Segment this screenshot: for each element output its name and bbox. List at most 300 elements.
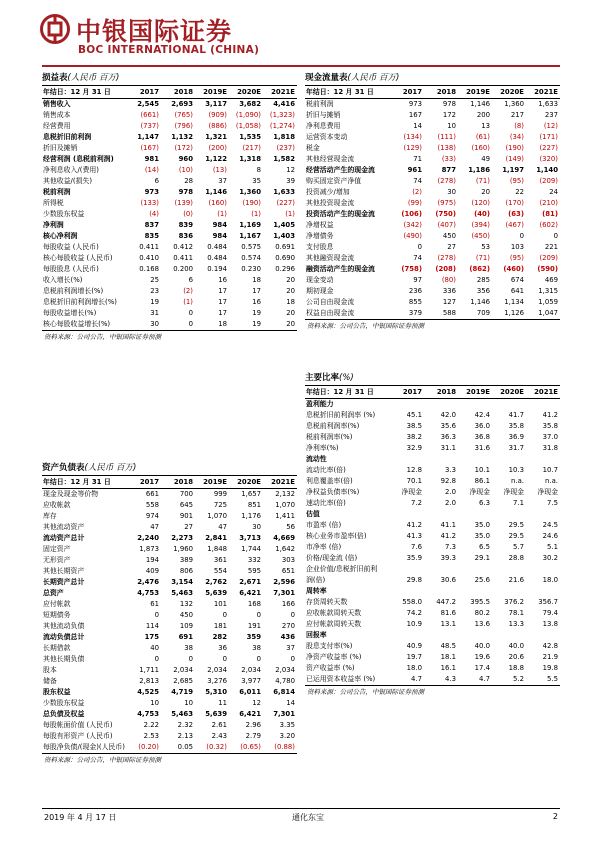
row-value: 1,134 — [504, 298, 524, 306]
table-row — [42, 176, 297, 187]
table-row — [42, 297, 297, 308]
row-value: 1,169 — [239, 221, 261, 229]
row-label: 税金 — [306, 144, 320, 152]
row-label: 短期债务 — [43, 611, 71, 619]
row-value: 1,633 — [538, 100, 558, 108]
row-label: 应收帐款 — [43, 501, 71, 509]
table-row — [42, 165, 297, 176]
row-value: (129) — [403, 144, 422, 152]
row-value — [458, 509, 492, 520]
row-value: (1,274) — [269, 122, 295, 130]
row-value: (34) — [509, 133, 524, 141]
row-label: 应付帐款周转天数 — [306, 620, 362, 628]
row-value: 2,132 — [275, 490, 295, 498]
row-value: 2,813 — [139, 677, 159, 685]
ratios-title — [305, 371, 560, 385]
row-value: 1,848 — [207, 545, 227, 553]
row-value: 70.1 — [406, 477, 422, 485]
row-value: 1,711 — [139, 666, 159, 674]
row-value: 725 — [213, 501, 227, 509]
row-value: 28.8 — [508, 554, 524, 562]
row-value: 1,146 — [470, 298, 490, 306]
row-value — [424, 630, 458, 641]
column-header-label: 年结日：12 月 31 日 — [42, 86, 127, 99]
row-value: 47 — [150, 523, 159, 531]
column-header-year: 2018 — [424, 86, 458, 99]
row-value — [526, 509, 560, 520]
row-value: (4) — [149, 210, 159, 218]
row-value: (765) — [174, 111, 193, 119]
row-value: 984 — [212, 232, 227, 240]
row-value: (1,058) — [235, 122, 261, 130]
row-value: 19 — [252, 309, 261, 317]
row-value: 0.575 — [241, 243, 261, 251]
row-value: 0 — [256, 655, 261, 663]
row-value: (1) — [217, 210, 227, 218]
row-value: 1,873 — [139, 545, 159, 553]
row-value — [390, 509, 424, 520]
table-header-row — [305, 86, 560, 99]
row-value: 35.9 — [406, 554, 422, 562]
row-label: 少数股东权益 — [43, 210, 85, 218]
row-value — [492, 399, 526, 411]
cashflow-title-text: 现金流量表 — [305, 73, 348, 83]
row-value: (71) — [475, 254, 490, 262]
row-value: 961 — [407, 166, 422, 174]
row-value: 1,657 — [241, 490, 261, 498]
row-value: 558 — [145, 501, 159, 509]
row-value — [492, 454, 526, 465]
row-value: 18.8 — [508, 664, 524, 672]
row-value: 21.9 — [542, 653, 558, 661]
row-value: 40.0 — [508, 642, 524, 650]
row-value: 35.8 — [542, 422, 558, 430]
row-value: (1) — [251, 210, 261, 218]
column-header-year: 2020E — [492, 86, 526, 99]
cashflow-table — [305, 85, 560, 320]
row-value: 35.0 — [474, 521, 490, 529]
row-value: 7.6 — [411, 543, 422, 551]
row-label: 流动负债总计 — [43, 633, 85, 641]
table-row — [42, 610, 297, 621]
row-value: (0.20) — [127, 742, 161, 754]
table-row — [305, 652, 560, 663]
row-value: 554 — [213, 567, 227, 575]
row-value — [492, 586, 526, 597]
row-label: 已运用资本收益率 (%) — [305, 674, 390, 686]
row-label: 总负债及权益 — [43, 710, 85, 718]
brand-name-en: BOC INTERNATIONAL (CHINA) — [78, 44, 260, 56]
row-value: 24.6 — [542, 532, 558, 540]
row-value: 35.6 — [440, 422, 456, 430]
row-value: (2) — [412, 188, 422, 196]
row-value: 20 — [263, 319, 297, 331]
table-row — [305, 674, 560, 686]
income-statement — [42, 71, 297, 343]
row-value: 36.8 — [474, 433, 490, 441]
row-label: 无形资产 — [43, 556, 71, 564]
table-row — [42, 99, 297, 111]
row-value: 2.13 — [177, 732, 193, 740]
row-value: 356.7 — [538, 598, 558, 606]
row-value: 2,034 — [241, 666, 261, 674]
table-row — [305, 132, 560, 143]
header-divider — [42, 65, 560, 67]
ratios-unit: (%) — [339, 373, 354, 383]
table-row — [305, 432, 560, 443]
row-value: 80.2 — [474, 609, 490, 617]
column-header-year: 2018 — [424, 386, 458, 399]
row-value — [424, 399, 458, 411]
row-value: 270 — [281, 622, 295, 630]
table-row — [42, 709, 297, 720]
row-value: (320) — [539, 155, 558, 163]
row-value: 1,047 — [526, 308, 560, 320]
column-header-year: 2021E — [263, 476, 297, 489]
table-row — [305, 176, 560, 187]
row-value: 1,535 — [239, 133, 261, 141]
row-value: (394) — [471, 221, 490, 229]
row-value: 17 — [218, 287, 227, 295]
row-label: 盈利能力 — [306, 400, 334, 408]
row-value: 22 — [515, 188, 524, 196]
table-row — [42, 621, 297, 632]
row-value: 851 — [247, 501, 261, 509]
row-value: 379 — [390, 308, 424, 320]
balance-title-text: 资产负债表 — [42, 463, 85, 473]
row-value: 31.7 — [508, 444, 524, 452]
table-row — [42, 731, 297, 742]
row-value: 999 — [213, 490, 227, 498]
row-value: 27 — [447, 243, 456, 251]
row-value: 1,582 — [273, 155, 295, 163]
table-row — [305, 608, 560, 619]
row-label: 流动性 — [306, 455, 327, 463]
row-label: 存货周转天数 — [306, 598, 348, 606]
row-value: (237) — [276, 144, 295, 152]
row-label: 企业价值/息税折旧前利 — [306, 565, 378, 573]
row-value: (0.88) — [263, 742, 297, 754]
table-row — [305, 564, 560, 575]
row-value: 42.0 — [440, 411, 456, 419]
table-row — [305, 542, 560, 553]
row-value: (106) — [401, 210, 422, 218]
row-value: (170) — [505, 199, 524, 207]
row-value: 221 — [544, 243, 558, 251]
table-row — [305, 99, 560, 111]
row-value: (133) — [140, 199, 159, 207]
table-row — [42, 643, 297, 654]
row-value: 645 — [179, 501, 193, 509]
row-value: 2.79 — [245, 732, 261, 740]
row-value: 974 — [145, 512, 159, 520]
row-value — [526, 399, 560, 411]
row-value: 21.6 — [508, 576, 524, 584]
row-value: 41.2 — [542, 411, 558, 419]
row-label: 应付帐款 — [43, 600, 71, 608]
row-value: (0.65) — [229, 742, 263, 754]
balance-title — [42, 461, 297, 475]
footer-page-number: 2 — [552, 812, 558, 821]
row-label: 净利息费用 — [306, 122, 341, 130]
row-value — [458, 399, 492, 411]
table-row — [42, 544, 297, 555]
row-value: 16.1 — [440, 664, 456, 672]
row-label: 每股帐面价值 (人民币) — [43, 721, 113, 729]
row-value: 973 — [144, 188, 159, 196]
row-label: 固定资产 — [43, 545, 71, 553]
row-value: 1,140 — [536, 166, 558, 174]
row-value: 0.574 — [241, 254, 261, 262]
row-value: 29.8 — [406, 576, 422, 584]
row-value: (796) — [174, 122, 193, 130]
row-value: (590) — [537, 265, 558, 273]
row-value: 237 — [544, 111, 558, 119]
row-value: 1,070 — [275, 501, 295, 509]
table-header-row — [42, 476, 297, 489]
table-row — [305, 110, 560, 121]
row-value: 0 — [290, 611, 295, 619]
row-value: 74 — [413, 177, 422, 185]
table-row — [305, 509, 560, 520]
row-value: (149) — [505, 155, 524, 163]
row-value: (467) — [505, 221, 524, 229]
row-value: 28 — [184, 177, 193, 185]
table-row — [42, 511, 297, 522]
row-value: 217 — [510, 111, 524, 119]
row-value: 469 — [544, 276, 558, 284]
row-value: n.a. — [545, 477, 558, 485]
ratios-title-text: 主要比率 — [305, 373, 340, 383]
row-value: 2.43 — [211, 732, 227, 740]
table-row — [305, 399, 560, 411]
row-value — [390, 564, 424, 575]
row-value: 71 — [413, 155, 422, 163]
row-value: 78.1 — [508, 609, 524, 617]
balance-source-note: 资料来源：公司公告，中银国际证券预测 — [44, 756, 161, 764]
row-value: 10.7 — [542, 466, 558, 474]
row-value: 48.5 — [440, 642, 456, 650]
row-value: 0.168 — [139, 265, 159, 273]
income-title — [42, 71, 297, 85]
table-row — [42, 632, 297, 643]
row-label: 购买固定资产净值 — [306, 177, 362, 185]
table-row — [305, 641, 560, 652]
row-value: 49 — [481, 155, 490, 163]
row-value: 41.2 — [406, 521, 422, 529]
row-label: 支付股息 — [306, 243, 334, 251]
row-value: 389 — [179, 556, 193, 564]
row-value: 7.2 — [411, 499, 422, 507]
row-value: 0 — [222, 611, 227, 619]
row-value: 2,034 — [207, 666, 227, 674]
row-value — [458, 586, 492, 597]
row-value: 1,960 — [173, 545, 193, 553]
row-value: 3.35 — [279, 721, 295, 729]
row-label: 其他长期负债 — [43, 655, 85, 663]
row-value: 3,713 — [239, 534, 261, 542]
row-value: 0.296 — [275, 265, 295, 273]
row-value: 1,403 — [273, 232, 295, 240]
table-row — [305, 663, 560, 674]
row-value: 10.9 — [406, 620, 422, 628]
column-header-year: 2017 — [390, 386, 424, 399]
row-value: (80) — [441, 276, 456, 284]
row-value: 29.5 — [508, 521, 524, 529]
row-value: 1,122 — [205, 155, 227, 163]
row-value: 409 — [145, 567, 159, 575]
row-value: 674 — [510, 276, 524, 284]
row-value: (95) — [509, 177, 524, 185]
cashflow-title — [305, 71, 560, 85]
row-value: 3,117 — [205, 100, 227, 108]
row-value: (190) — [505, 144, 524, 152]
row-value: 56 — [286, 523, 295, 531]
row-value: 86.1 — [474, 477, 490, 485]
table-row — [305, 187, 560, 198]
row-value: 24 — [549, 188, 558, 196]
row-value: 127 — [442, 298, 456, 306]
row-value: 981 — [144, 155, 159, 163]
row-value: 74.2 — [406, 609, 422, 617]
row-value: 1,186 — [468, 166, 490, 174]
row-value: 4,780 — [275, 677, 295, 685]
row-value: 36.0 — [474, 422, 490, 430]
row-label: 息税折旧前利润 — [43, 133, 92, 141]
row-value: 18 — [252, 276, 261, 284]
table-row — [42, 187, 297, 198]
row-value: (208) — [435, 265, 456, 273]
row-value: (160) — [208, 199, 227, 207]
row-label: 每股股息 (人民币) — [43, 265, 99, 273]
row-value: 877 — [441, 166, 456, 174]
row-value: 436 — [280, 633, 295, 641]
row-value: (278) — [437, 254, 456, 262]
row-value: 14 — [413, 122, 422, 130]
row-value: (227) — [276, 199, 295, 207]
row-value: (99) — [407, 199, 422, 207]
row-value: 0.410 — [139, 254, 159, 262]
row-value: 19.6 — [474, 653, 490, 661]
row-value: 8 — [256, 166, 261, 174]
row-value: 7.3 — [445, 543, 456, 551]
table-row — [42, 275, 297, 286]
row-value: (490) — [403, 232, 422, 240]
row-value: (227) — [539, 144, 558, 152]
key-ratios — [305, 371, 560, 698]
row-value: (209) — [539, 177, 558, 185]
row-label: 经营活动产生的现金流 — [306, 166, 375, 174]
row-value: (0) — [183, 210, 193, 218]
row-value: 4.7 — [390, 674, 424, 686]
row-label: 净利润 — [43, 221, 64, 229]
row-value: 41.7 — [508, 411, 524, 419]
row-label: 流动比率(倍) — [306, 466, 346, 474]
row-label: 收入增长(%) — [43, 276, 83, 284]
row-value: 447.2 — [436, 598, 456, 606]
row-label: 市净率 (倍) — [306, 543, 342, 551]
cash-flow-statement — [305, 71, 560, 332]
row-label: 销售收入 — [43, 100, 71, 108]
table-row — [42, 132, 297, 143]
row-value: 11 — [218, 699, 227, 707]
table-row — [42, 500, 297, 511]
column-header-year: 2020E — [229, 86, 263, 99]
row-value: 0.484 — [207, 243, 227, 251]
table-header-row — [305, 386, 560, 399]
row-value: 31 — [150, 309, 159, 317]
row-value — [526, 586, 560, 597]
row-value: 13.6 — [474, 620, 490, 628]
row-value: 855 — [408, 298, 422, 306]
table-row — [42, 489, 297, 501]
row-label: 运营资本变动 — [306, 133, 348, 141]
row-value: 901 — [179, 512, 193, 520]
table-row — [305, 476, 560, 487]
row-value: 25 — [150, 276, 159, 284]
row-value: 1,360 — [504, 100, 524, 108]
row-label: 每股收益增长(%) — [43, 309, 97, 317]
table-row — [305, 154, 560, 165]
cashflow-source-note: 资料来源：公司公告，中银国际证券预测 — [307, 322, 424, 330]
row-value: (737) — [140, 122, 159, 130]
row-value: 2,545 — [137, 100, 159, 108]
column-header-label: 年结日：12 月 31 日 — [42, 476, 127, 489]
row-value: 6,814 — [273, 688, 295, 696]
row-value: (1,090) — [235, 111, 261, 119]
column-header-label: 年结日：12 月 31 日 — [305, 86, 390, 99]
row-value: 0 — [417, 243, 422, 251]
row-value: 1,197 — [502, 166, 524, 174]
table-row — [42, 220, 297, 231]
row-value: 101 — [213, 600, 227, 608]
row-value: 191 — [247, 622, 261, 630]
row-value: 2,273 — [171, 534, 193, 542]
row-value — [390, 399, 424, 411]
row-value: 978 — [178, 188, 193, 196]
row-value: 19.8 — [542, 664, 558, 672]
row-label: 净增债务 — [306, 232, 334, 240]
row-value: (167) — [140, 144, 159, 152]
row-label: 其他融资现金流 — [306, 254, 355, 262]
row-value: 0.05 — [161, 742, 195, 754]
row-value: 5,639 — [205, 589, 227, 597]
row-value: 359 — [246, 633, 261, 641]
row-value: 29.5 — [508, 532, 524, 540]
row-value: 103 — [510, 243, 524, 251]
row-label: 息税折旧前利润率 (%) — [306, 411, 376, 419]
table-row — [42, 577, 297, 588]
table-row — [305, 220, 560, 231]
row-value: 10 — [184, 699, 193, 707]
row-value: 376.2 — [504, 598, 524, 606]
row-value: (602) — [539, 221, 558, 229]
row-value: 166 — [281, 600, 295, 608]
row-label: 其他经营现金流 — [306, 155, 355, 163]
row-value: 175 — [144, 633, 159, 641]
row-label: 长期借款 — [43, 644, 71, 652]
table-row — [305, 421, 560, 432]
row-value: 16 — [252, 298, 261, 306]
row-value: 41.1 — [440, 521, 456, 529]
column-header-year: 2019E — [195, 86, 229, 99]
row-value: 1,818 — [273, 133, 295, 141]
row-value: 79.4 — [542, 609, 558, 617]
row-value — [424, 454, 458, 465]
row-label: 期初现金 — [306, 287, 334, 295]
row-value: (909) — [208, 111, 227, 119]
row-value: 5.7 — [513, 543, 524, 551]
